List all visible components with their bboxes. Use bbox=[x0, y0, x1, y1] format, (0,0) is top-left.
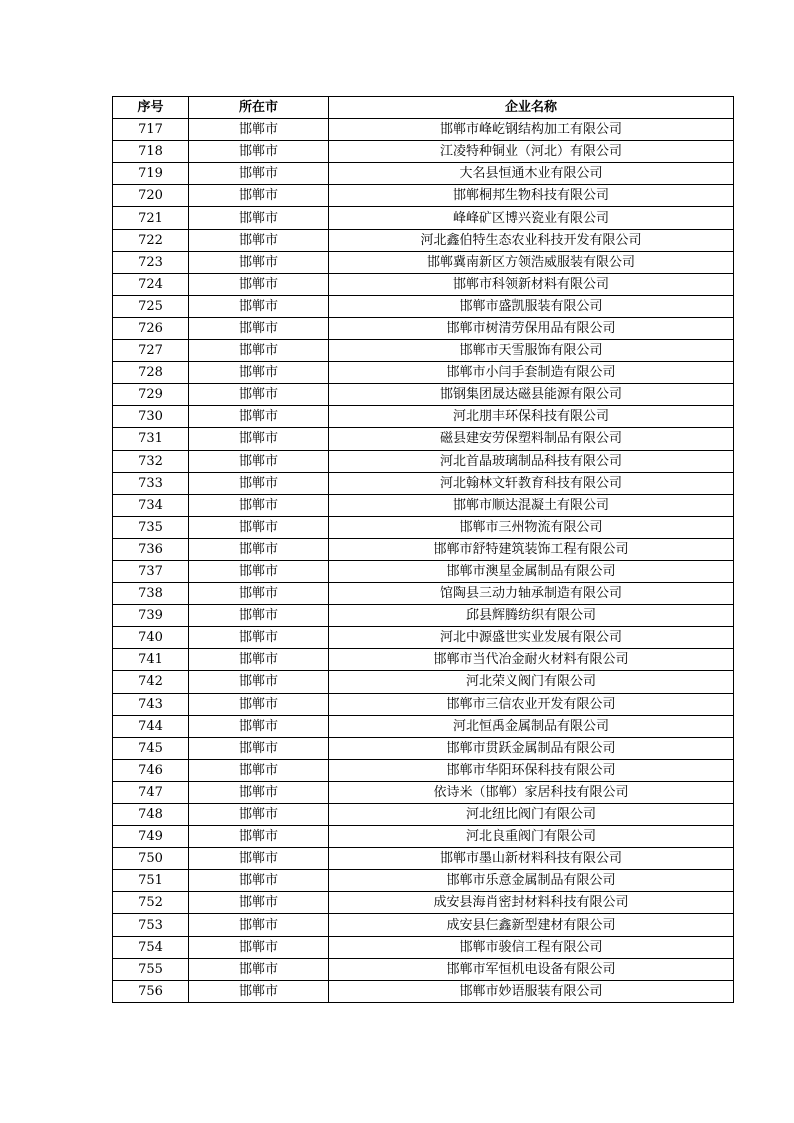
cell-city: 邯郸市 bbox=[189, 251, 329, 273]
cell-city: 邯郸市 bbox=[189, 737, 329, 759]
table-row bbox=[113, 516, 734, 538]
cell-serial-number: 730 bbox=[113, 406, 189, 428]
table-row bbox=[113, 295, 734, 317]
header-company-name: 企业名称 bbox=[329, 97, 734, 119]
table-row bbox=[113, 826, 734, 848]
cell-city: 邯郸市 bbox=[189, 163, 329, 185]
cell-city: 邯郸市 bbox=[189, 119, 329, 141]
cell-company-name: 馆陶县三动力轴承制造有限公司 bbox=[329, 583, 734, 605]
table-row bbox=[113, 384, 734, 406]
cell-serial-number: 725 bbox=[113, 295, 189, 317]
cell-serial-number: 750 bbox=[113, 848, 189, 870]
table-row bbox=[113, 848, 734, 870]
cell-company-name: 邯郸市三信农业开发有限公司 bbox=[329, 693, 734, 715]
cell-company-name: 河北恒禹金属制品有限公司 bbox=[329, 715, 734, 737]
cell-serial-number: 751 bbox=[113, 870, 189, 892]
cell-company-name: 邯郸冀南新区方领浩威服装有限公司 bbox=[329, 251, 734, 273]
cell-city: 邯郸市 bbox=[189, 583, 329, 605]
cell-city: 邯郸市 bbox=[189, 450, 329, 472]
cell-company-name: 邯郸市澳星金属制品有限公司 bbox=[329, 560, 734, 582]
table-row bbox=[113, 450, 734, 472]
table-row bbox=[113, 737, 734, 759]
table-row bbox=[113, 207, 734, 229]
table-row bbox=[113, 317, 734, 339]
table-row bbox=[113, 362, 734, 384]
cell-company-name: 邯郸市乐意金属制品有限公司 bbox=[329, 870, 734, 892]
cell-company-name: 邯郸市科领新材料有限公司 bbox=[329, 273, 734, 295]
cell-city: 邯郸市 bbox=[189, 804, 329, 826]
cell-serial-number: 719 bbox=[113, 163, 189, 185]
table-row bbox=[113, 605, 734, 627]
table-row bbox=[113, 273, 734, 295]
cell-serial-number: 736 bbox=[113, 538, 189, 560]
cell-city: 邯郸市 bbox=[189, 560, 329, 582]
table-header-row bbox=[113, 97, 734, 119]
table-row bbox=[113, 163, 734, 185]
cell-serial-number: 756 bbox=[113, 980, 189, 1002]
table-row bbox=[113, 472, 734, 494]
cell-company-name: 邯郸市当代冶金耐火材料有限公司 bbox=[329, 649, 734, 671]
table-row bbox=[113, 759, 734, 781]
table-row bbox=[113, 870, 734, 892]
cell-city: 邯郸市 bbox=[189, 892, 329, 914]
cell-company-name: 邯郸市华阳环保科技有限公司 bbox=[329, 759, 734, 781]
cell-company-name: 河北首晶玻璃制品科技有限公司 bbox=[329, 450, 734, 472]
cell-serial-number: 732 bbox=[113, 450, 189, 472]
cell-company-name: 邯郸桐邦生物科技有限公司 bbox=[329, 185, 734, 207]
table-row bbox=[113, 229, 734, 251]
cell-serial-number: 727 bbox=[113, 340, 189, 362]
cell-city: 邯郸市 bbox=[189, 605, 329, 627]
cell-serial-number: 735 bbox=[113, 516, 189, 538]
table-row bbox=[113, 914, 734, 936]
cell-serial-number: 729 bbox=[113, 384, 189, 406]
cell-serial-number: 738 bbox=[113, 583, 189, 605]
cell-serial-number: 724 bbox=[113, 273, 189, 295]
cell-company-name: 大名县恒通木业有限公司 bbox=[329, 163, 734, 185]
cell-serial-number: 743 bbox=[113, 693, 189, 715]
cell-company-name: 河北荣义阀门有限公司 bbox=[329, 671, 734, 693]
cell-serial-number: 755 bbox=[113, 958, 189, 980]
cell-company-name: 邯郸市树清劳保用品有限公司 bbox=[329, 317, 734, 339]
table-row bbox=[113, 538, 734, 560]
cell-company-name: 邯郸市贯跃金属制品有限公司 bbox=[329, 737, 734, 759]
cell-city: 邯郸市 bbox=[189, 693, 329, 715]
cell-city: 邯郸市 bbox=[189, 759, 329, 781]
table-row bbox=[113, 583, 734, 605]
cell-serial-number: 740 bbox=[113, 627, 189, 649]
cell-city: 邯郸市 bbox=[189, 494, 329, 516]
cell-city: 邯郸市 bbox=[189, 273, 329, 295]
cell-serial-number: 739 bbox=[113, 605, 189, 627]
cell-company-name: 邯郸市妙语服装有限公司 bbox=[329, 980, 734, 1002]
cell-serial-number: 748 bbox=[113, 804, 189, 826]
cell-serial-number: 718 bbox=[113, 141, 189, 163]
cell-serial-number: 745 bbox=[113, 737, 189, 759]
table-row bbox=[113, 693, 734, 715]
cell-company-name: 邯郸市顺达混凝土有限公司 bbox=[329, 494, 734, 516]
cell-serial-number: 752 bbox=[113, 892, 189, 914]
cell-city: 邯郸市 bbox=[189, 185, 329, 207]
cell-city: 邯郸市 bbox=[189, 649, 329, 671]
cell-city: 邯郸市 bbox=[189, 207, 329, 229]
table-row bbox=[113, 428, 734, 450]
table-row bbox=[113, 958, 734, 980]
table-row bbox=[113, 781, 734, 803]
table-row bbox=[113, 119, 734, 141]
table-row bbox=[113, 494, 734, 516]
cell-company-name: 邯钢集团晟达磁县能源有限公司 bbox=[329, 384, 734, 406]
cell-company-name: 邯郸市军恒机电设备有限公司 bbox=[329, 958, 734, 980]
cell-city: 邯郸市 bbox=[189, 715, 329, 737]
table-row bbox=[113, 892, 734, 914]
cell-city: 邯郸市 bbox=[189, 781, 329, 803]
table-row bbox=[113, 141, 734, 163]
cell-serial-number: 723 bbox=[113, 251, 189, 273]
cell-city: 邯郸市 bbox=[189, 406, 329, 428]
table-row bbox=[113, 804, 734, 826]
cell-city: 邯郸市 bbox=[189, 538, 329, 560]
cell-serial-number: 747 bbox=[113, 781, 189, 803]
cell-company-name: 成安县海肖密封材料科技有限公司 bbox=[329, 892, 734, 914]
table-row bbox=[113, 340, 734, 362]
cell-serial-number: 720 bbox=[113, 185, 189, 207]
enterprise-table bbox=[112, 96, 734, 1003]
cell-city: 邯郸市 bbox=[189, 627, 329, 649]
cell-serial-number: 721 bbox=[113, 207, 189, 229]
cell-city: 邯郸市 bbox=[189, 141, 329, 163]
cell-company-name: 依诗米（邯郸）家居科技有限公司 bbox=[329, 781, 734, 803]
table-row bbox=[113, 627, 734, 649]
cell-company-name: 邱县辉腾纺织有限公司 bbox=[329, 605, 734, 627]
table-row bbox=[113, 251, 734, 273]
table-body bbox=[113, 119, 734, 1003]
cell-company-name: 邯郸市三州物流有限公司 bbox=[329, 516, 734, 538]
cell-company-name: 邯郸市小闫手套制造有限公司 bbox=[329, 362, 734, 384]
cell-company-name: 成安县仨鑫新型建材有限公司 bbox=[329, 914, 734, 936]
cell-serial-number: 742 bbox=[113, 671, 189, 693]
cell-city: 邯郸市 bbox=[189, 472, 329, 494]
cell-city: 邯郸市 bbox=[189, 384, 329, 406]
table-row bbox=[113, 671, 734, 693]
cell-city: 邯郸市 bbox=[189, 870, 329, 892]
cell-serial-number: 726 bbox=[113, 317, 189, 339]
cell-company-name: 河北翰林文轩教育科技有限公司 bbox=[329, 472, 734, 494]
table-row bbox=[113, 185, 734, 207]
cell-serial-number: 722 bbox=[113, 229, 189, 251]
cell-serial-number: 746 bbox=[113, 759, 189, 781]
cell-city: 邯郸市 bbox=[189, 671, 329, 693]
cell-city: 邯郸市 bbox=[189, 340, 329, 362]
header-serial-number: 序号 bbox=[113, 97, 189, 119]
cell-city: 邯郸市 bbox=[189, 317, 329, 339]
cell-company-name: 邯郸市天雪服饰有限公司 bbox=[329, 340, 734, 362]
cell-company-name: 河北良重阀门有限公司 bbox=[329, 826, 734, 848]
cell-serial-number: 733 bbox=[113, 472, 189, 494]
cell-city: 邯郸市 bbox=[189, 362, 329, 384]
cell-city: 邯郸市 bbox=[189, 958, 329, 980]
cell-company-name: 江凌特种铜业（河北）有限公司 bbox=[329, 141, 734, 163]
cell-serial-number: 717 bbox=[113, 119, 189, 141]
cell-company-name: 邯郸市骏信工程有限公司 bbox=[329, 936, 734, 958]
cell-city: 邯郸市 bbox=[189, 936, 329, 958]
header-city: 所在市 bbox=[189, 97, 329, 119]
cell-serial-number: 728 bbox=[113, 362, 189, 384]
cell-company-name: 峰峰矿区博兴瓷业有限公司 bbox=[329, 207, 734, 229]
cell-serial-number: 744 bbox=[113, 715, 189, 737]
cell-company-name: 河北纽比阀门有限公司 bbox=[329, 804, 734, 826]
table-row bbox=[113, 406, 734, 428]
cell-city: 邯郸市 bbox=[189, 295, 329, 317]
cell-city: 邯郸市 bbox=[189, 914, 329, 936]
cell-city: 邯郸市 bbox=[189, 980, 329, 1002]
cell-city: 邯郸市 bbox=[189, 229, 329, 251]
cell-company-name: 邯郸市峰屹钢结构加工有限公司 bbox=[329, 119, 734, 141]
cell-city: 邯郸市 bbox=[189, 848, 329, 870]
table-row bbox=[113, 649, 734, 671]
cell-serial-number: 749 bbox=[113, 826, 189, 848]
cell-company-name: 河北朋丰环保科技有限公司 bbox=[329, 406, 734, 428]
cell-serial-number: 741 bbox=[113, 649, 189, 671]
cell-company-name: 河北鑫伯特生态农业科技开发有限公司 bbox=[329, 229, 734, 251]
cell-company-name: 磁县建安劳保塑料制品有限公司 bbox=[329, 428, 734, 450]
table-row bbox=[113, 560, 734, 582]
table-row bbox=[113, 936, 734, 958]
table-row bbox=[113, 715, 734, 737]
cell-serial-number: 734 bbox=[113, 494, 189, 516]
cell-city: 邯郸市 bbox=[189, 516, 329, 538]
cell-serial-number: 754 bbox=[113, 936, 189, 958]
cell-company-name: 邯郸市墨山新材料科技有限公司 bbox=[329, 848, 734, 870]
cell-serial-number: 737 bbox=[113, 560, 189, 582]
cell-serial-number: 753 bbox=[113, 914, 189, 936]
cell-city: 邯郸市 bbox=[189, 428, 329, 450]
cell-city: 邯郸市 bbox=[189, 826, 329, 848]
table-row bbox=[113, 980, 734, 1002]
cell-company-name: 河北中源盛世实业发展有限公司 bbox=[329, 627, 734, 649]
cell-company-name: 邯郸市舒特建筑装饰工程有限公司 bbox=[329, 538, 734, 560]
cell-serial-number: 731 bbox=[113, 428, 189, 450]
cell-company-name: 邯郸市盛凯服装有限公司 bbox=[329, 295, 734, 317]
